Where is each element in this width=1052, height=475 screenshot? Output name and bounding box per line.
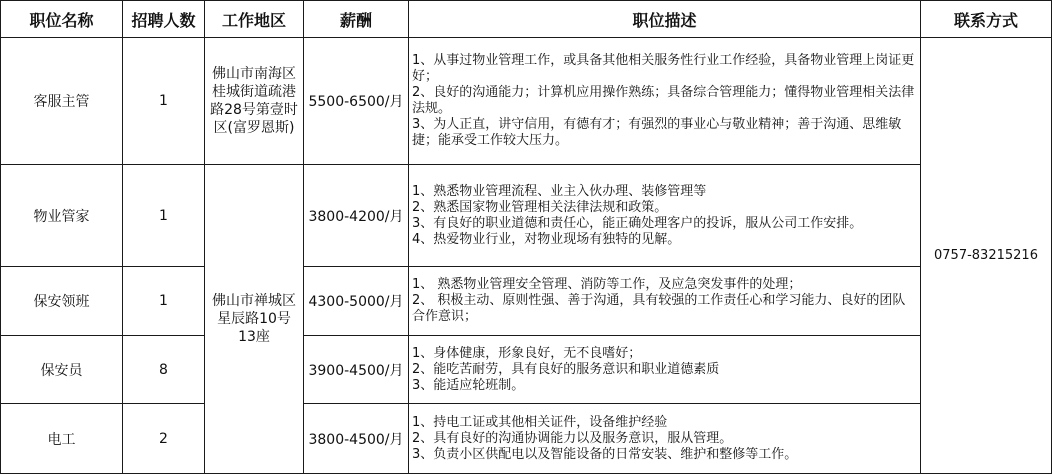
description-line: 1、持电工证或其他相关证件，设备维护经验	[412, 414, 668, 430]
description-line: 2、熟悉国家物业管理相关法律法规和政策。	[412, 199, 668, 215]
job-location: 佛山市禅城区星辰路10号13座	[205, 165, 304, 474]
table-row	[1, 336, 1052, 404]
description-line: 1、 熟悉物业管理安全管理、消防等工作，及应急突发事件的处理；	[412, 277, 802, 292]
header-location: 工作地区	[205, 1, 304, 38]
header-salary: 薪酬	[304, 1, 409, 38]
description-line: 3、负责小区供配电以及智能设备的日常安装、维护和整修等工作。	[412, 446, 798, 462]
header-row	[1, 1, 1052, 38]
description-line: 4、热爱物业行业，对物业现场有独特的见解。	[412, 231, 681, 247]
job-description	[409, 267, 921, 336]
job-location: 佛山市南海区桂城街道疏港路28号第壹时区(富罗恩斯)	[205, 38, 304, 165]
description-line: 2、 积极主动、原则性强、善于沟通，具有较强的工作责任心和学习能力、良好的团队合作意识；	[412, 293, 906, 324]
job-count: 1	[123, 267, 205, 336]
table-row	[1, 165, 1052, 267]
job-title: 保安员	[1, 336, 123, 404]
description-line: 2、具有良好的沟通协调能力以及服务意识，服从管理。	[412, 430, 733, 446]
contact-phone: 0757-83215216	[921, 38, 1052, 474]
header-contact: 联系方式	[921, 1, 1052, 38]
description-line: 3、有良好的职业道德和责任心，能正确处理客户的投诉，服从公司工作安排。	[412, 215, 863, 231]
header-count: 招聘人数	[123, 1, 205, 38]
job-description	[409, 404, 921, 474]
description-line: 1、从事过物业管理工作，或具备其他相关服务性行业工作经验，具备物业管理上岗证更好；	[412, 53, 915, 84]
job-count: 1	[123, 165, 205, 267]
job-title: 客服主管	[1, 38, 123, 165]
description-line: 1、身体健康，形象良好，无不良嗜好；	[412, 345, 642, 361]
job-title: 保安领班	[1, 267, 123, 336]
description-line: 3、能适应轮班制。	[412, 377, 525, 393]
header-title: 职位名称	[1, 1, 123, 38]
description-line: 3、为人正直，讲守信用，有德有才；有强烈的事业心与敬业精神；善于沟通、思维敏捷；能承受工作较大压力。	[412, 117, 902, 148]
table-row	[1, 404, 1052, 474]
header-description: 职位描述	[409, 1, 921, 38]
description-line: 2、能吃苦耐劳，具有良好的服务意识和职业道德素质	[412, 361, 720, 377]
job-title: 物业管家	[1, 165, 123, 267]
job-description	[409, 336, 921, 404]
job-salary: 3800-4500/月	[304, 404, 409, 474]
job-salary: 4300-5000/月	[304, 267, 409, 336]
description-line: 2、良好的沟通能力；计算机应用操作熟练；具备综合管理能力；懂得物业管理相关法律法规。	[412, 85, 915, 116]
job-count: 2	[123, 404, 205, 474]
job-salary: 3800-4200/月	[304, 165, 409, 267]
description-line: 1、熟悉物业管理流程、业主入伙办理、装修管理等	[412, 183, 707, 199]
job-description	[409, 165, 921, 267]
job-title: 电工	[1, 404, 123, 474]
job-count: 1	[123, 38, 205, 165]
job-count: 8	[123, 336, 205, 404]
job-salary: 5500-6500/月	[304, 38, 409, 165]
job-salary: 3900-4500/月	[304, 336, 409, 404]
job-description	[409, 38, 921, 165]
table-row	[1, 267, 1052, 336]
table-row	[1, 38, 1052, 165]
